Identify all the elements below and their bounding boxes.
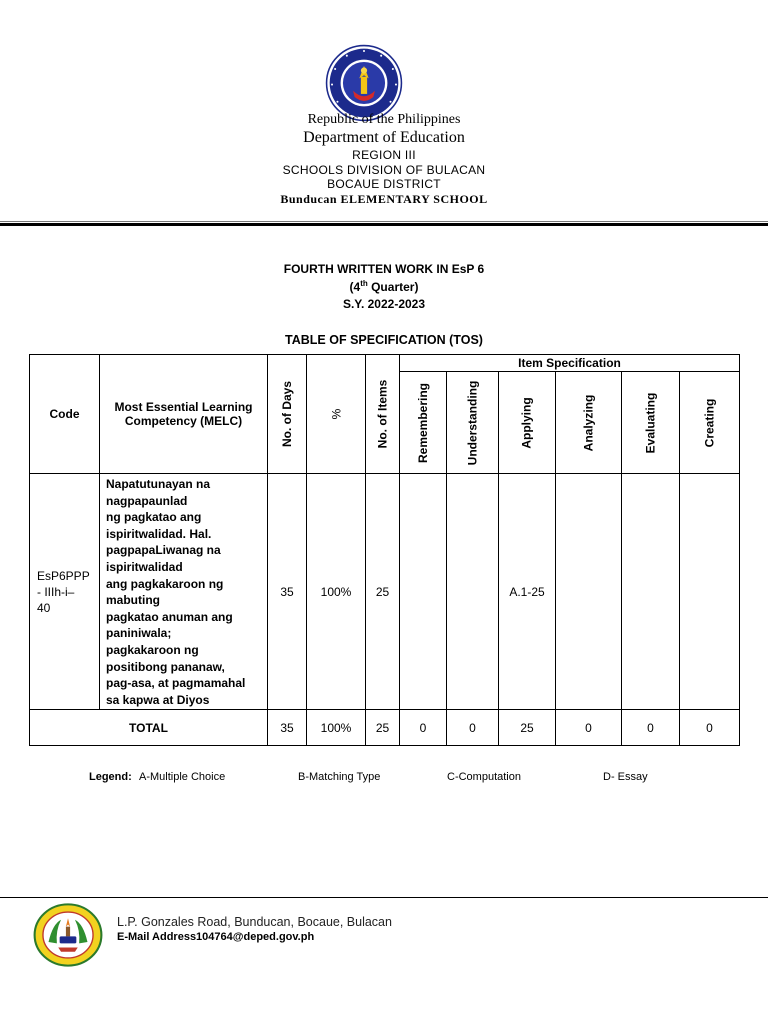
header-remembering: Remembering (400, 372, 447, 474)
school-year: S.Y. 2022-2023 (342, 297, 426, 311)
region-line: REGION III (352, 148, 416, 162)
cell-code: EsP6PPP - IIIh-i– 40 (30, 474, 100, 710)
total-remembering: 0 (400, 710, 447, 746)
table-row (30, 474, 740, 710)
total-evaluating: 0 (622, 710, 680, 746)
total-days: 35 (268, 710, 307, 746)
total-analyzing: 0 (556, 710, 622, 746)
total-label: TOTAL (30, 710, 268, 746)
document-title: FOURTH WRITTEN WORK IN EsP 6 (283, 262, 485, 276)
tos-table (29, 354, 740, 746)
cell-remembering (400, 474, 447, 710)
school-name: Bunducan ELEMENTARY SCHOOL (280, 192, 488, 206)
header-creating: Creating (680, 372, 740, 474)
header-code: Code (30, 355, 100, 474)
legend-label: Legend: (89, 771, 132, 783)
cell-melc: Napatutunayan na nagpapaunlad ng pagkatao ang ispiritwalidad. Hal. pagpapaLiwanag na ispiritwalidad ang pagkakaroon ng mabuting pagkatao anuman ang paniniwala; pagkakaroon ng positibong pananaw, pag-asa, at pagmamahal sa kapwa at Diyos (100, 474, 268, 710)
header-melc: Most Essential Learning Competency (MELC) (100, 355, 268, 474)
header-applying: Applying (499, 372, 556, 474)
footer-email: E-Mail Address104764@deped.gov.ph (117, 931, 315, 943)
header-rule (0, 223, 768, 226)
header-item-spec: Item Specification (400, 355, 740, 372)
header-understanding: Understanding (447, 372, 499, 474)
header-items: No. of Items (366, 355, 400, 474)
header-analyzing: Analyzing (556, 372, 622, 474)
school-seal-logo (33, 903, 103, 967)
deped-seal-logo (325, 44, 403, 122)
total-creating: 0 (680, 710, 740, 746)
footer-rule (0, 897, 768, 898)
quarter-line: (4th Quarter) (349, 279, 419, 294)
total-understanding: 0 (447, 710, 499, 746)
cell-creating (680, 474, 740, 710)
header-rule-thin (0, 221, 768, 222)
cell-applying: A.1-25 (499, 474, 556, 710)
legend-d: D- Essay (603, 771, 648, 783)
total-items: 25 (366, 710, 400, 746)
cell-percent: 100% (307, 474, 366, 710)
table-title: TABLE OF SPECIFICATION (TOS) (285, 333, 483, 347)
footer-address: L.P. Gonzales Road, Bunducan, Bocaue, Bulacan (117, 915, 392, 929)
total-percent: 100% (307, 710, 366, 746)
total-applying: 25 (499, 710, 556, 746)
republic-line: Republic of the Philippines (307, 112, 461, 127)
department-line: Department of Education (303, 129, 465, 146)
cell-analyzing (556, 474, 622, 710)
division-line: SCHOOLS DIVISION OF BULACAN (282, 163, 486, 177)
header-days: No. of Days (268, 355, 307, 474)
legend-b: B-Matching Type (298, 771, 381, 783)
cell-days: 35 (268, 474, 307, 710)
header-percent: % (307, 355, 366, 474)
total-row (30, 710, 740, 746)
quarter-superscript: th (360, 279, 368, 288)
header-evaluating: Evaluating (622, 372, 680, 474)
district-line: BOCAUE DISTRICT (327, 177, 441, 191)
cell-items: 25 (366, 474, 400, 710)
legend-a: A-Multiple Choice (139, 771, 226, 783)
cell-understanding (447, 474, 499, 710)
cell-evaluating (622, 474, 680, 710)
legend-c: C-Computation (447, 771, 521, 783)
